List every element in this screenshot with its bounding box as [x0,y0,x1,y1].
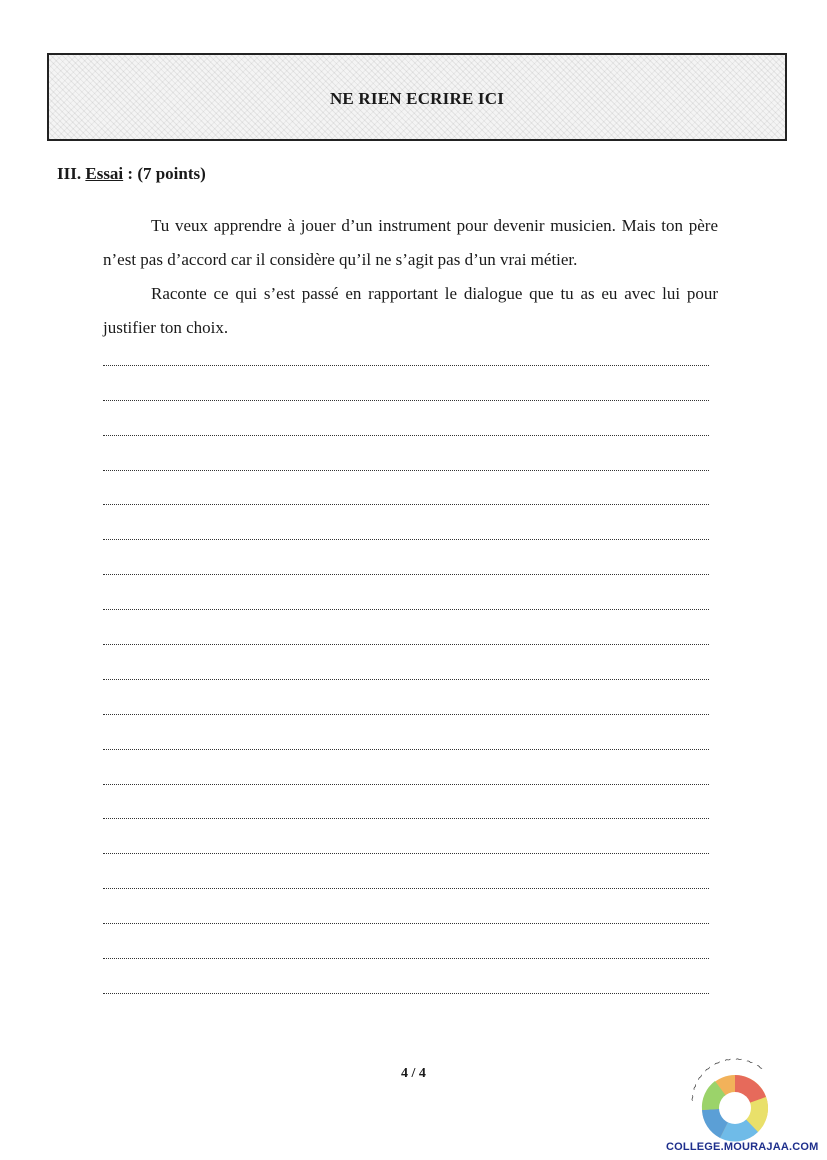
section-title [57,164,206,184]
answer-line[interactable] [103,831,709,866]
answer-line[interactable] [103,762,709,797]
section-points: : (7 points) [127,164,206,183]
answer-line[interactable] [103,587,709,622]
answer-line[interactable] [103,622,709,657]
answer-line[interactable] [103,797,709,832]
answer-line[interactable] [103,901,709,936]
answer-line[interactable] [103,448,709,483]
answer-line[interactable] [103,971,709,1006]
answer-line[interactable] [103,413,709,448]
answer-line[interactable] [103,552,709,587]
answer-line[interactable] [103,727,709,762]
prompt-paragraph-1: Tu veux apprendre à jouer d’un instrument pour devenir musicien. Mais ton père n’est pas d’accord car il considère qu’il ne s’agit pas d’un vrai métier. [103,216,718,269]
section-number: III. [57,164,82,183]
answer-line[interactable] [103,692,709,727]
section-name: Essai [85,164,124,183]
answer-line[interactable] [103,343,709,378]
answer-line[interactable] [103,866,709,901]
answer-line[interactable] [103,378,709,413]
watermark-url: COLLEGE.MOURAJAA.COM [666,1141,819,1153]
answer-line[interactable] [103,657,709,692]
prompt-paragraph-2: Raconte ce qui s’est passé en rapportant le dialogue que tu as eu avec lui pour justifier ton choix. [103,284,718,337]
page-number: 4 / 4 [401,1066,426,1081]
answer-lines [103,343,709,1006]
header-box [47,53,787,141]
answer-line[interactable] [103,483,709,518]
answer-line[interactable] [103,936,709,971]
header-title: NE RIEN ECRIRE ICI [329,89,505,108]
svg-text:~ ~ ~ ~ ~ ~ ~ ~ ~: ~ ~ ~ ~ ~ ~ ~ ~ ~ [687,1054,766,1103]
answer-line[interactable] [103,517,709,552]
